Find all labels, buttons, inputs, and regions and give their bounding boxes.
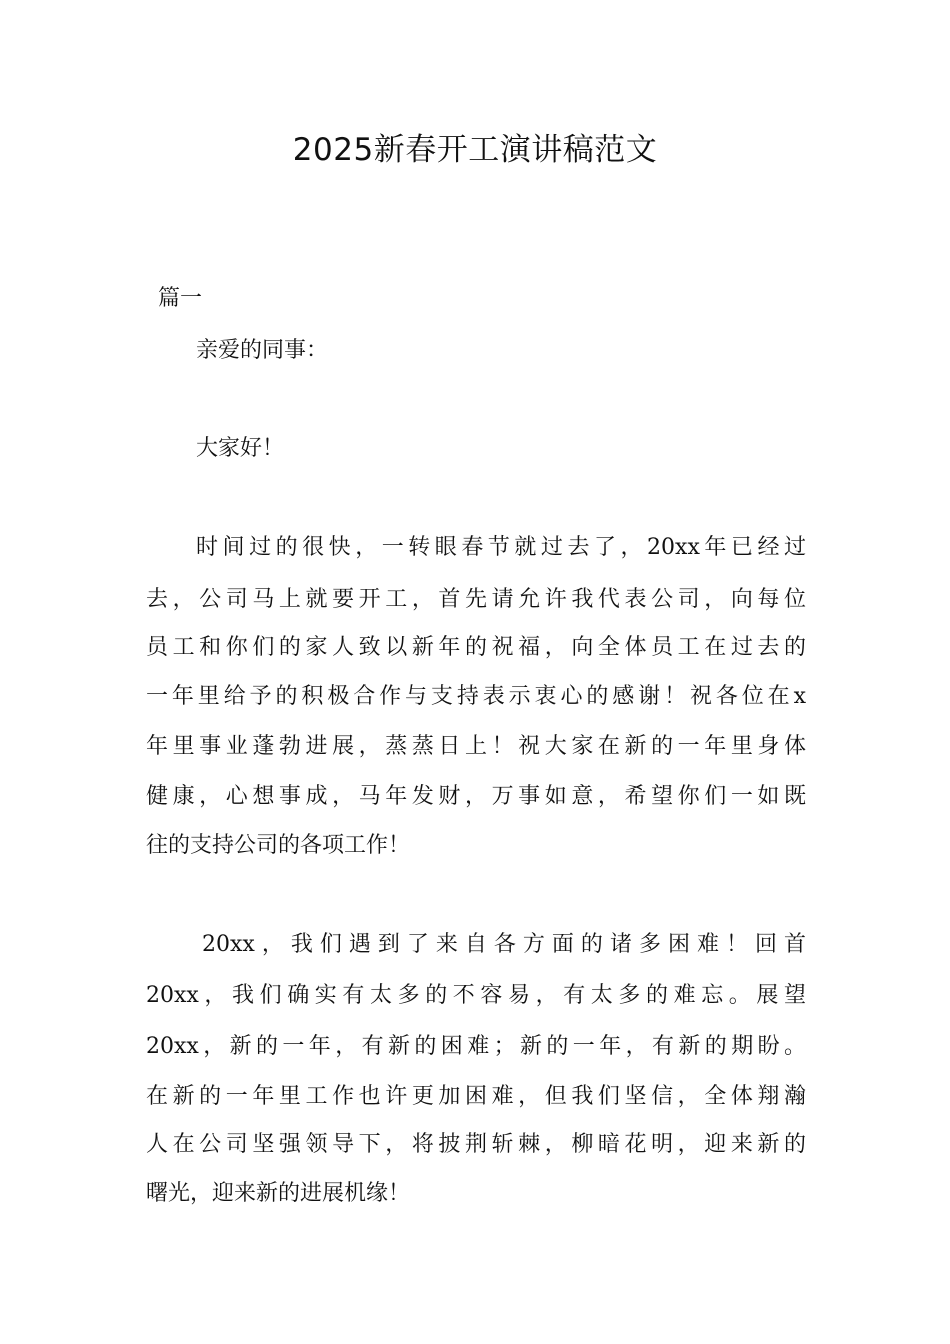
- paragraph-2-line: 在新的一年里工作也许更加困难，但我们坚信，全体翔瀚: [146, 1084, 806, 1109]
- paragraph-1-line: 去，公司马上就要开工，首先请允许我代表公司，向每位: [146, 587, 806, 612]
- section-label: 篇一: [158, 286, 203, 311]
- paragraph-2-line: 人在公司坚强领导下，将披荆斩棘，柳暗花明，迎来新的: [146, 1132, 806, 1157]
- paragraph-1-line: 健康，心想事成，马年发财，万事如意，希望你们一如既: [146, 784, 806, 809]
- document-title: 2025新春开工演讲稿范文: [292, 132, 658, 168]
- paragraph-1-line: 一年里给予的积极合作与支持表示衷心的感谢！祝各位在x: [146, 684, 806, 709]
- greeting: 大家好！: [196, 436, 285, 461]
- paragraph-1-line: 员工和你们的家人致以新年的祝福，向全体员工在过去的: [146, 635, 806, 660]
- salutation: 亲爱的同事：: [196, 338, 329, 363]
- paragraph-2-line: 20xx，我们确实有太多的不容易，有太多的难忘。展望: [146, 983, 806, 1008]
- paragraph-1-line: 时间过的很快，一转眼春节就过去了，20xx年已经过: [196, 535, 806, 560]
- paragraph-1-line: 年里事业蓬勃进展，蒸蒸日上！祝大家在新的一年里身体: [146, 734, 806, 759]
- paragraph-2-line: 20xx，我们遇到了来自各方面的诸多困难！回首: [202, 932, 806, 957]
- paragraph-2-line: 曙光，迎来新的进展机缘！: [146, 1181, 411, 1206]
- paragraph-2-line: 20xx，新的一年，有新的困难；新的一年，有新的期盼。: [146, 1034, 806, 1059]
- paragraph-1-line: 往的支持公司的各项工作！: [146, 833, 411, 858]
